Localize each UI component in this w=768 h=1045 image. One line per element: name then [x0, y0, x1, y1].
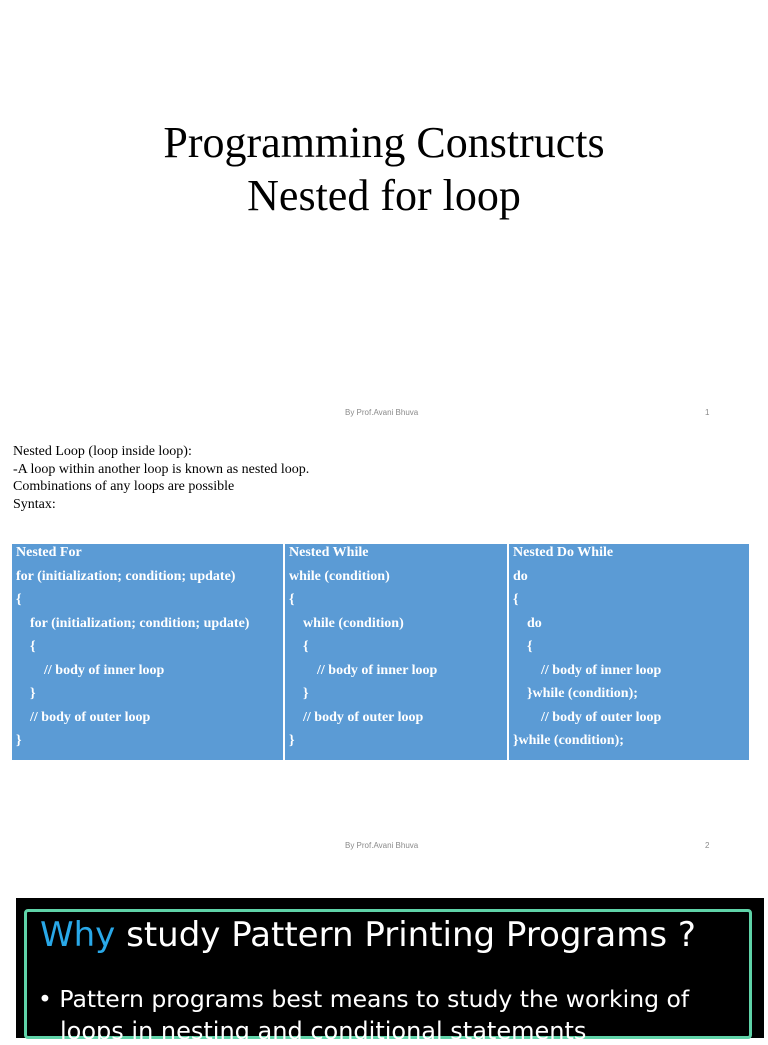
slide2-intro — [13, 443, 309, 513]
title-line-1: Programming Constructs — [163, 118, 605, 167]
code-line: while (condition) — [289, 568, 390, 584]
code-line: // body of outer loop — [513, 709, 662, 725]
heading-accent-word: Why — [40, 915, 116, 955]
column-nested-do-while — [507, 544, 749, 760]
code-line: { — [16, 639, 36, 654]
column-header: Nested Do While — [513, 545, 614, 560]
intro-line: -A loop within another loop is known as nested loop. — [13, 461, 310, 477]
code-line: for (initialization; condition; update) — [16, 615, 250, 631]
code-line: { — [289, 592, 295, 607]
intro-line: Syntax: — [13, 496, 56, 512]
code-line: } — [16, 733, 22, 748]
code-line: } — [16, 686, 36, 701]
code-line: // body of outer loop — [16, 709, 151, 725]
intro-line: Nested Loop (loop inside loop): — [13, 444, 192, 459]
code-line: }while (condition); — [513, 686, 638, 701]
slide3-heading — [40, 915, 696, 955]
code-line: do — [513, 615, 542, 631]
code-line: do — [513, 568, 528, 584]
column-nested-while — [283, 544, 507, 760]
code-line: } — [289, 686, 309, 701]
code-line: { — [16, 592, 22, 607]
title-line-2: Nested for loop — [247, 171, 521, 220]
code-line: // body of inner loop — [513, 662, 662, 678]
bullet-text: Pattern programs best means to study the working of — [59, 985, 690, 1013]
code-line: { — [513, 639, 533, 654]
slide2-page-number: 2 — [705, 841, 710, 850]
slide1-footer-author: By Prof.Avani Bhuva — [345, 408, 419, 417]
code-line: }while (condition); — [513, 733, 624, 748]
slide3-bullet-continuation: loops in nesting and conditional statements — [60, 1017, 587, 1045]
intro-line: Combinations of any loops are possible — [13, 479, 235, 494]
code-line: while (condition) — [289, 615, 404, 631]
column-nested-for — [12, 544, 283, 760]
code-line: } — [289, 733, 295, 748]
column-header: Nested For — [16, 545, 82, 560]
heading-rest: study Pattern Printing Programs ? — [115, 915, 696, 955]
code-line: // body of inner loop — [16, 662, 165, 678]
bullet-marker: • — [38, 985, 52, 1013]
code-line: // body of inner loop — [289, 662, 438, 678]
code-line: { — [513, 592, 519, 607]
slide3-bullet — [38, 985, 689, 1013]
column-header: Nested While — [289, 545, 369, 560]
slide1-page-number: 1 — [705, 408, 710, 417]
slide2-footer-author: By Prof.Avani Bhuva — [345, 841, 419, 850]
code-line: { — [289, 639, 309, 654]
code-line: for (initialization; condition; update) — [16, 568, 236, 584]
slide1-title — [0, 116, 768, 222]
code-line: // body of outer loop — [289, 709, 424, 725]
nested-loop-syntax-table — [12, 544, 749, 760]
